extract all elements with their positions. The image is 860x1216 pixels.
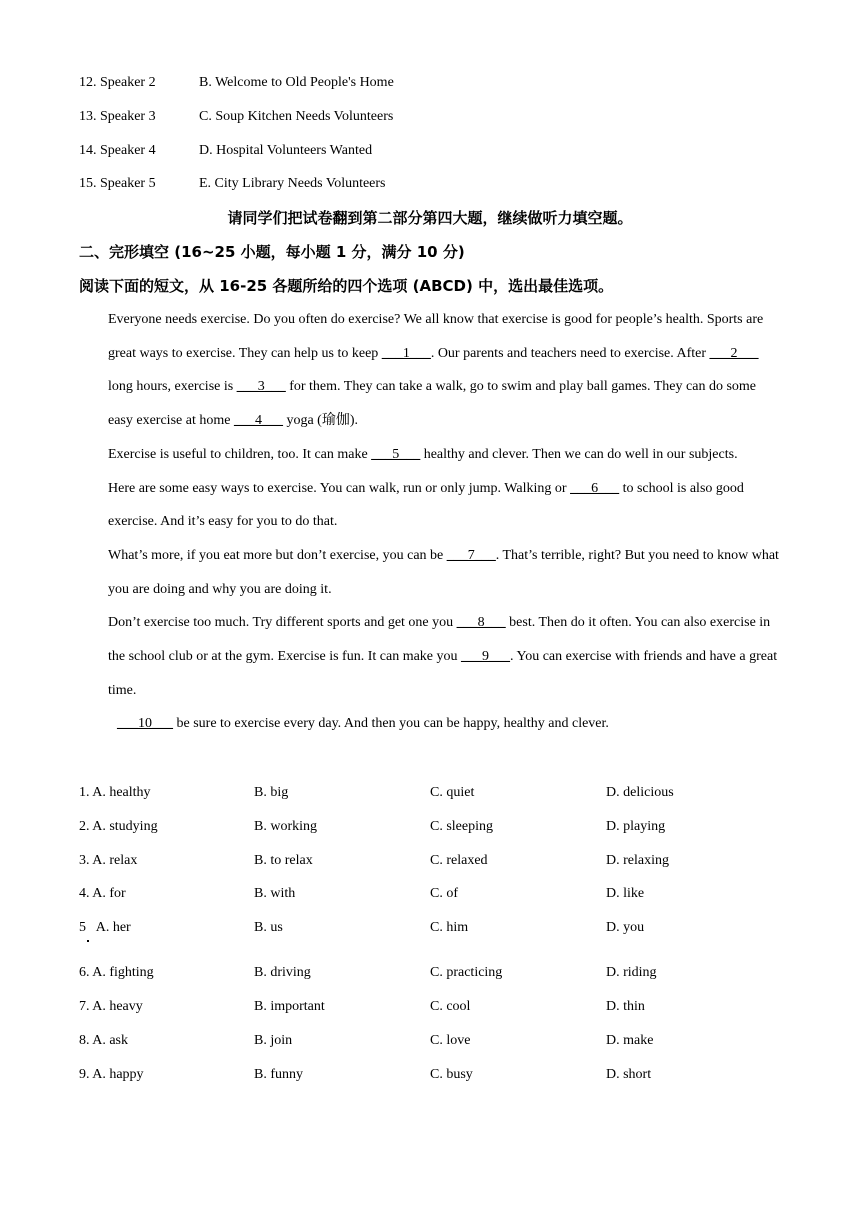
option-c: C. him (430, 920, 469, 935)
option-d: D. delicious (606, 785, 674, 800)
option-c: C. love (430, 1033, 471, 1048)
blank-7: ___7___ (446, 547, 496, 563)
option-a: 7. A. heavy (79, 999, 143, 1014)
options-row (79, 1065, 779, 1085)
passage-paragraph-2: Exercise is useful to children, too. It can make ___5___ healthy and clever. Then we can do well in our subjects. (108, 446, 738, 462)
option-c: C. of (430, 886, 458, 901)
option-a: 2. A. studying (79, 819, 158, 834)
option-b: B. to relax (254, 853, 313, 868)
matching-option: D. Hospital Volunteers Wanted (199, 143, 373, 158)
passage-paragraph-3: Here are some easy ways to exercise. You can walk, run or only jump. Walking or ___6___ to school is also good exercise. And it’s easy for you to do that. (108, 480, 744, 530)
options-row (79, 851, 779, 871)
blank-1: ___1___ (381, 345, 431, 361)
option-d: D. short (606, 1067, 652, 1082)
options-row (79, 1031, 779, 1051)
option-a: 5 A. her (79, 920, 131, 935)
matching-item (79, 174, 386, 194)
matching-item (79, 73, 394, 93)
option-a: 6. A. fighting (79, 965, 154, 980)
stray-dot (87, 940, 89, 942)
option-b: B. working (254, 819, 317, 834)
matching-item (79, 141, 372, 161)
option-b: B. join (254, 1033, 293, 1048)
blank-5: ___5___ (371, 446, 421, 462)
section-instruction: 阅读下面的短文，从 16-25 各题所给的四个选项 (ABCD) 中，选出最佳选项。 (79, 277, 614, 295)
passage-paragraph-1: Everyone needs exercise. Do you often do exercise? We all know that exercise is good for people’s health. Sports are great ways to exercise. They can help us to keep ___1___. Our parents and teachers need to exercise. After ___2___ long hours, exercise is ___3___ for them. They can take a walk, go to swim and play ball games. They can do some easy exercise at home ___4___ yoga (瑜伽). (108, 312, 764, 429)
option-d: D. riding (606, 965, 657, 980)
cloze-passage (79, 303, 779, 741)
option-b: B. us (254, 920, 283, 935)
option-a: 9. A. happy (79, 1067, 144, 1082)
matching-number: 12. Speaker 2 (79, 75, 156, 90)
option-d: D. make (606, 1033, 654, 1048)
matching-option: B. Welcome to Old People's Home (199, 75, 394, 90)
matching-number: 13. Speaker 3 (79, 109, 156, 124)
option-a: 8. A. ask (79, 1033, 128, 1048)
matching-number: 14. Speaker 4 (79, 143, 156, 158)
blank-10: ___10___ (117, 716, 173, 732)
matching-number: 15. Speaker 5 (79, 176, 156, 191)
option-a: 3. A. relax (79, 853, 138, 868)
passage-paragraph-5: Don’t exercise too much. Try different sports and get one you ___8___ best. Then do it often. You can also exercise in the school club or at the gym. Exercise is fun. It can make you ___9___. You can exercise with friends and have a great time. (108, 615, 778, 698)
option-c: C. busy (430, 1067, 473, 1082)
blank-8: ___8___ (456, 615, 506, 631)
matching-option: C. Soup Kitchen Needs Volunteers (199, 109, 394, 124)
option-c: C. quiet (430, 785, 475, 800)
options-row (79, 817, 779, 837)
options-row (79, 884, 779, 904)
option-c: C. practicing (430, 965, 503, 980)
options-row (79, 963, 779, 983)
options-row (79, 997, 779, 1017)
passage-paragraph-4: What’s more, if you eat more but don’t exercise, you can be ___7___. That’s terrible, right? But you need to know what you are doing and why you are doing it. (108, 547, 779, 597)
blank-9: ___9___ (461, 649, 511, 665)
option-b: B. funny (254, 1067, 303, 1082)
blank-6: ___6___ (570, 480, 620, 496)
options-row (79, 783, 779, 803)
option-a: 4. A. for (79, 886, 126, 901)
options-row (79, 918, 779, 938)
option-d: D. you (606, 920, 645, 935)
blank-3: ___3___ (236, 379, 286, 395)
section-title: 二、完形填空 (16~25 小题，每小题 1 分，满分 10 分) (79, 243, 465, 261)
option-b: B. important (254, 999, 325, 1014)
option-b: B. big (254, 785, 289, 800)
option-d: D. playing (606, 819, 666, 834)
option-a: 1. A. healthy (79, 785, 151, 800)
option-c: C. relaxed (430, 853, 488, 868)
option-d: D. thin (606, 999, 645, 1014)
option-c: C. sleeping (430, 819, 493, 834)
turn-page-note: 请同学们把试卷翻到第二部分第四大题，继续做听力填空题。 (227, 209, 633, 227)
blank-4: ___4___ (233, 413, 283, 429)
option-b: B. driving (254, 965, 311, 980)
option-d: D. relaxing (606, 853, 669, 868)
option-c: C. cool (430, 999, 471, 1014)
passage-paragraph-6: ___10___ be sure to exercise every day. And then you can be happy, healthy and clever. (117, 716, 609, 732)
matching-option: E. City Library Needs Volunteers (199, 176, 386, 191)
option-d: D. like (606, 886, 645, 901)
option-b: B. with (254, 886, 296, 901)
blank-2: ___2___ (709, 345, 759, 361)
matching-item (79, 107, 393, 127)
